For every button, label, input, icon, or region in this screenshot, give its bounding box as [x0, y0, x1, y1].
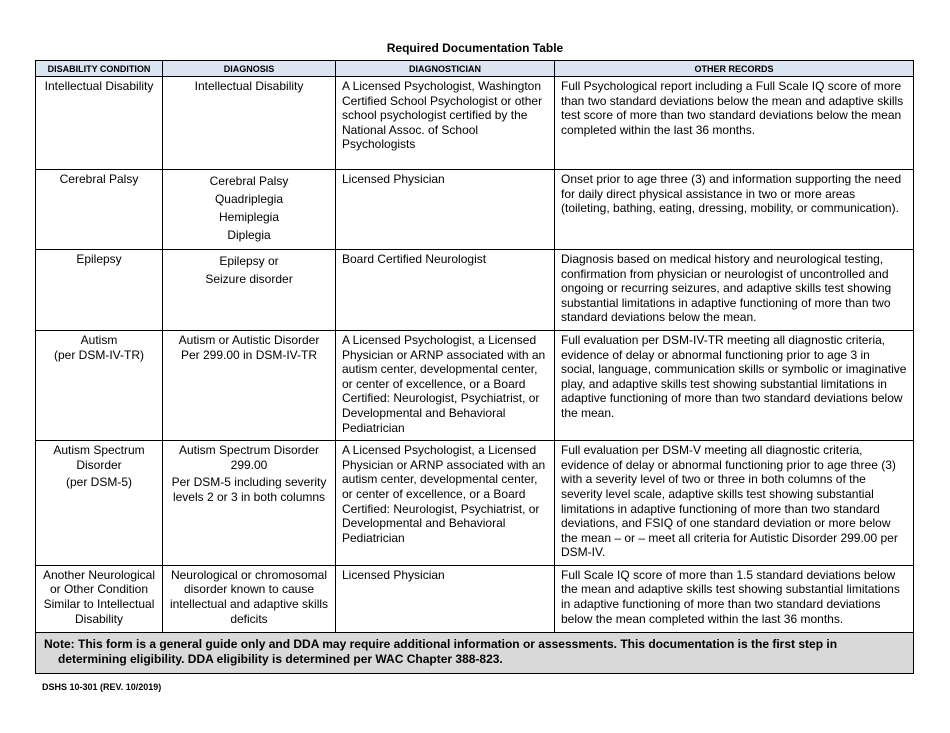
condition-cell	[36, 77, 163, 170]
diagnosis-text: Autism or Autistic Disorder	[178, 332, 320, 347]
records-cell: Full evaluation per DSM-V meeting all diagnostic criteria, evidence of delay or abnormal functioning prior to age three (3) with a severity level of two or three in both columns of the severity level scale, adaptive skills test showing substantial limitations in adaptive functioning of more than two standard deviations, and FSIQ of one standard deviation or more below the mean – or – meet all criteria for Autistic Disorder 299.00 per DSM-IV.	[555, 441, 914, 566]
note-row	[36, 632, 914, 673]
records-cell: Onset prior to age three (3) and information supporting the need for daily direct physical assistance in two or more areas (toileting, bathing, eating, dressing, mobility, or communication).	[555, 170, 914, 250]
documentation-table	[35, 60, 914, 674]
condition-cell	[36, 330, 163, 440]
diagnosis-text: levels 2 or 3 in both columns	[172, 489, 326, 504]
diagnosis-text: Hemiplegia	[218, 210, 280, 224]
diagnosis-text: Epilepsy or	[219, 254, 279, 268]
diagnosis-text: Seizure disorder	[205, 272, 293, 286]
diagnostician-cell: A Licensed Psychologist, Washington Certified School Psychologist or other school psychologist certified by the National Assoc. of School Psychologists	[336, 77, 555, 170]
diagnostician-cell: A Licensed Psychologist, a Licensed Physician or ARNP associated with an autism center, developmental center, or center of excellence, or a Board Certified: Neurologist, Psychiatrist, or Developmental and Behavioral Pediatrician	[336, 330, 555, 440]
condition-text: Intellectual Disability	[44, 79, 154, 93]
diagnosis-text: Cerebral Palsy	[209, 174, 289, 188]
table-row	[36, 77, 914, 170]
table-row	[36, 330, 914, 440]
diagnosis-cell	[163, 441, 336, 566]
records-cell: Full Psychological report including a Full Scale IQ score of more than two standard deviations below the mean and adaptive skills test score of more than two standard deviations below the mean completed within the last 36 months.	[555, 77, 914, 170]
diagnosis-text: Neurological or chromosomal	[170, 567, 328, 582]
diagnosis-cell	[163, 77, 336, 170]
diagnosis-cell	[163, 250, 336, 331]
column-header: DISABILITY CONDITION	[36, 61, 163, 77]
condition-cell	[36, 565, 163, 632]
table-row	[36, 565, 914, 632]
diagnosis-text: disorder known to cause	[183, 582, 315, 597]
diagnosis-text: Per 299.00 in DSM-IV-TR	[180, 347, 318, 362]
condition-text: Cerebral Palsy	[59, 172, 139, 186]
diagnostician-cell: A Licensed Psychologist, a Licensed Physician or ARNP associated with an autism center, developmental center, or center of excellence, or a Board Certified: Neurologist, Psychiatrist, or Developmental and Behavioral Pediatrician	[336, 441, 555, 566]
diagnosis-cell	[163, 565, 336, 632]
column-header: DIAGNOSIS	[163, 61, 336, 77]
records-cell: Full Scale IQ score of more than 1.5 standard deviations below the mean and adaptive skills test showing substantial limitations in adaptive functioning of more than two standard deviations below the mean completed within the last 36 months.	[555, 565, 914, 632]
condition-text: Another Neurological	[42, 567, 156, 582]
condition-text: Autism	[80, 332, 118, 347]
condition-text: (per DSM-IV-TR)	[54, 347, 144, 362]
diagnosis-text: deficits	[230, 611, 268, 626]
form-number: DSHS 10-301 (REV. 10/2019)	[42, 682, 162, 692]
table-row	[36, 250, 914, 331]
condition-text: or Other Condition	[49, 582, 149, 597]
column-header: DIAGNOSTICIAN	[336, 61, 555, 77]
diagnostician-cell: Licensed Physician	[336, 170, 555, 250]
diagnosis-text: Intellectual Disability	[194, 79, 304, 93]
table-row	[36, 170, 914, 250]
table-header-row	[36, 61, 914, 77]
diagnosis-text: Per DSM-5 including severity	[171, 475, 327, 490]
column-header: OTHER RECORDS	[555, 61, 914, 77]
condition-cell	[36, 250, 163, 331]
condition-text: (per DSM-5)	[65, 475, 132, 490]
records-cell: Full evaluation per DSM-IV-TR meeting all diagnostic criteria, evidence of delay or abnormal functioning prior to age 3 in social, language, communication skills or symbolic or imaginative play, and adaptive skills test showing substantial limitations in adaptive functioning of more than two standard deviations below the mean.	[555, 330, 914, 440]
table-row	[36, 441, 914, 566]
note-text: Note: This form is a general guide only and DDA may require additional information or assessments. This documentation is the first step in determining eligibility. DDA eligibility is determined per WAC Chapter 388-823.	[36, 632, 914, 673]
records-cell: Diagnosis based on medical history and neurological testing, confirmation from physician or neurologist of uncontrolled and ongoing or recurring seizures, and adaptive skills test showing substantial limitations in adaptive functioning of more than two standard deviations below the mean.	[555, 250, 914, 331]
condition-cell	[36, 441, 163, 566]
diagnosis-text: 299.00	[230, 457, 268, 472]
diagnosis-text: Diplegia	[227, 228, 271, 242]
diagnosis-text: Quadriplegia	[214, 192, 284, 206]
condition-cell	[36, 170, 163, 250]
condition-text: Epilepsy	[76, 252, 122, 266]
diagnosis-text: Autism Spectrum Disorder	[178, 443, 320, 458]
condition-text: Disorder	[76, 457, 122, 472]
condition-text: Autism Spectrum	[53, 443, 145, 458]
diagnosis-text: intellectual and adaptive skills	[169, 597, 329, 612]
diagnostician-cell: Licensed Physician	[336, 565, 555, 632]
diagnosis-cell	[163, 170, 336, 250]
condition-text: Disability	[74, 611, 123, 626]
page-title: Required Documentation Table	[386, 41, 564, 55]
condition-text: Similar to Intellectual	[43, 597, 155, 612]
diagnosis-cell	[163, 330, 336, 440]
diagnostician-cell: Board Certified Neurologist	[336, 250, 555, 331]
